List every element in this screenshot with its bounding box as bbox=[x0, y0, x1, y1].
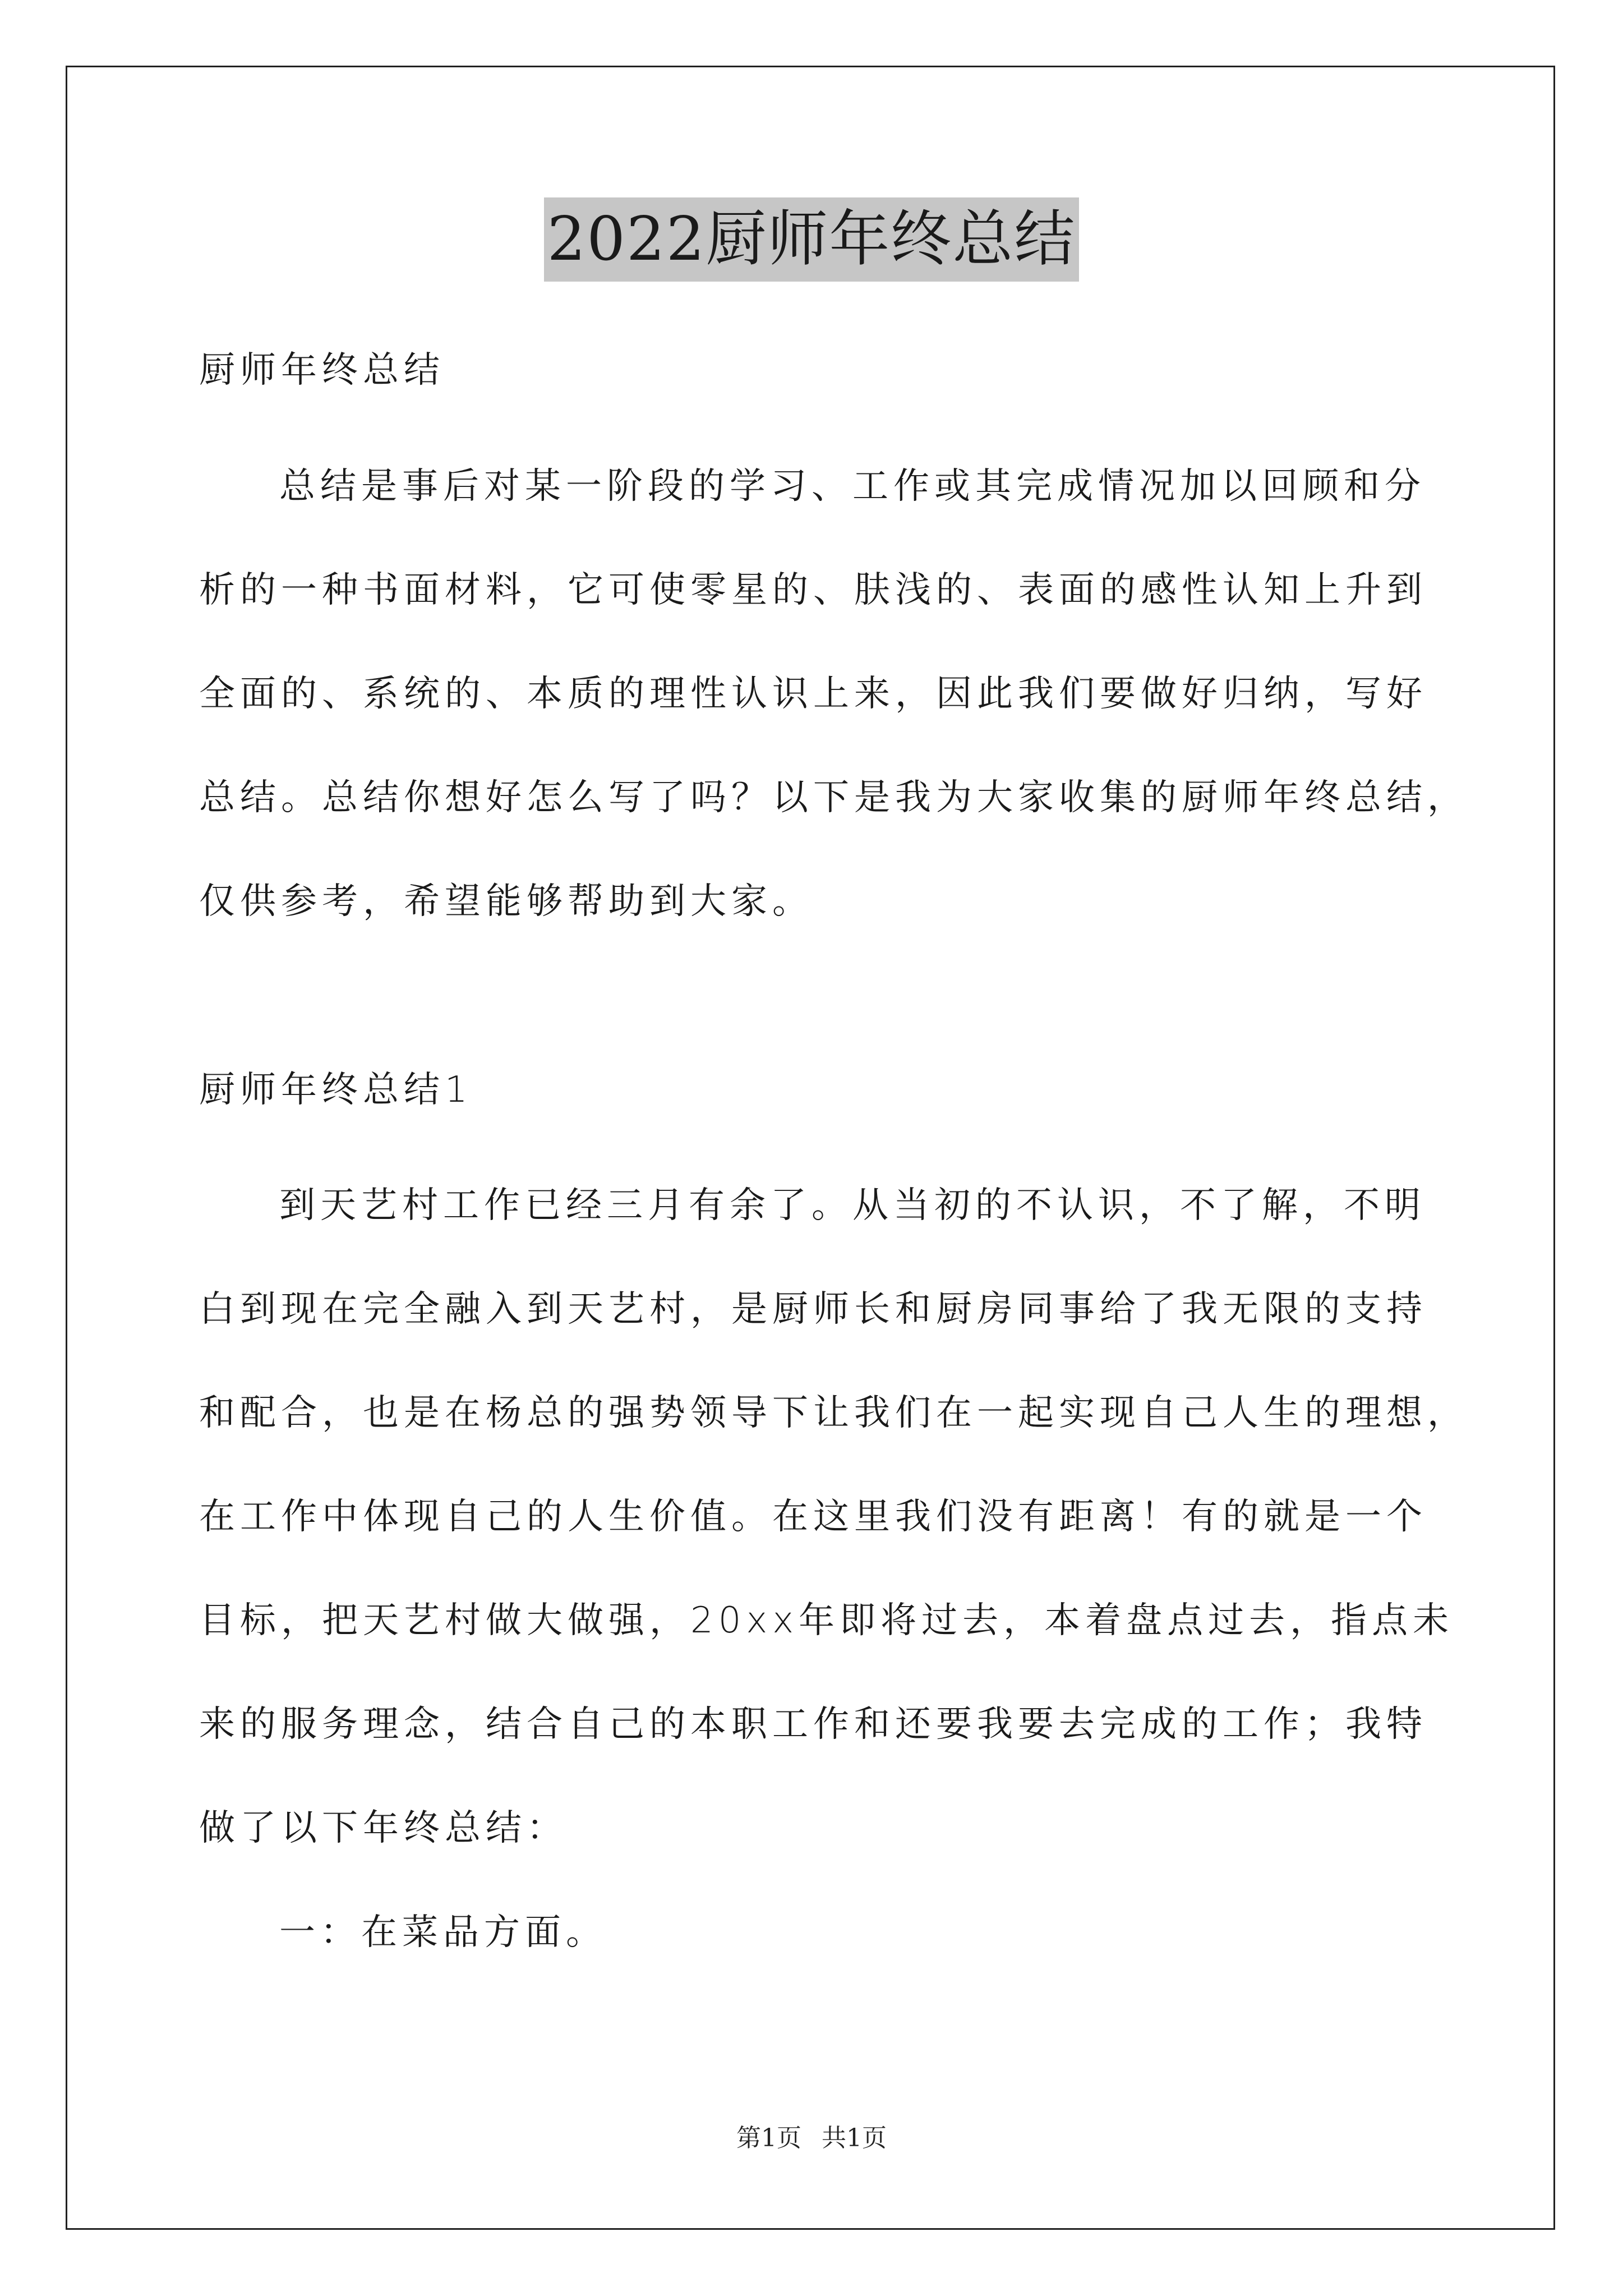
page-number: 第1页 bbox=[736, 2124, 801, 2152]
paragraph-line: 白到现在完全融入到天艺村，是厨师长和厨房同事给了我无限的支持 bbox=[199, 1289, 1427, 1330]
subsection-heading: 一：在菜品方面。 bbox=[279, 1912, 607, 1953]
page-total: 共1页 bbox=[822, 2124, 887, 2152]
section-heading: 厨师年终总结 bbox=[199, 349, 445, 391]
paragraph-line: 来的服务理念，结合自己的本职工作和还要我要去完成的工作；我特 bbox=[199, 1704, 1427, 1745]
paragraph-line: 全面的、系统的、本质的理性认识上来，因此我们要做好归纳，写好 bbox=[199, 673, 1427, 715]
paragraph-line: 目标，把天艺村做大做强，20xx年即将过去，本着盘点过去，指点未 bbox=[199, 1600, 1454, 1641]
paragraph-line: 到天艺村工作已经三月有余了。从当初的不认识，不了解，不明 bbox=[279, 1185, 1426, 1226]
paragraph-line: 总结是事后对某一阶段的学习、工作或其完成情况加以回顾和分 bbox=[279, 466, 1426, 507]
page-footer bbox=[0, 2122, 1623, 2155]
paragraph-line: 总结。总结你想好怎么写了吗？以下是我为大家收集的厨师年终总结， bbox=[199, 777, 1468, 818]
title-container bbox=[0, 197, 1623, 282]
paragraph-line: 和配合，也是在杨总的强势领导下让我们在一起实现自己人生的理想， bbox=[199, 1392, 1468, 1434]
paragraph-line: 在工作中体现自己的人生价值。在这里我们没有距离！有的就是一个 bbox=[199, 1496, 1427, 1538]
paragraph-line: 做了以下年终总结： bbox=[199, 1807, 568, 1849]
section-heading: 厨师年终总结1 bbox=[199, 1069, 473, 1111]
paragraph-line: 析的一种书面材料，它可使零星的、肤浅的、表面的感性认知上升到 bbox=[199, 569, 1427, 611]
paragraph-line: 仅供参考，希望能够帮助到大家。 bbox=[199, 881, 813, 922]
document-title: 2022厨师年终总结 bbox=[544, 197, 1080, 282]
